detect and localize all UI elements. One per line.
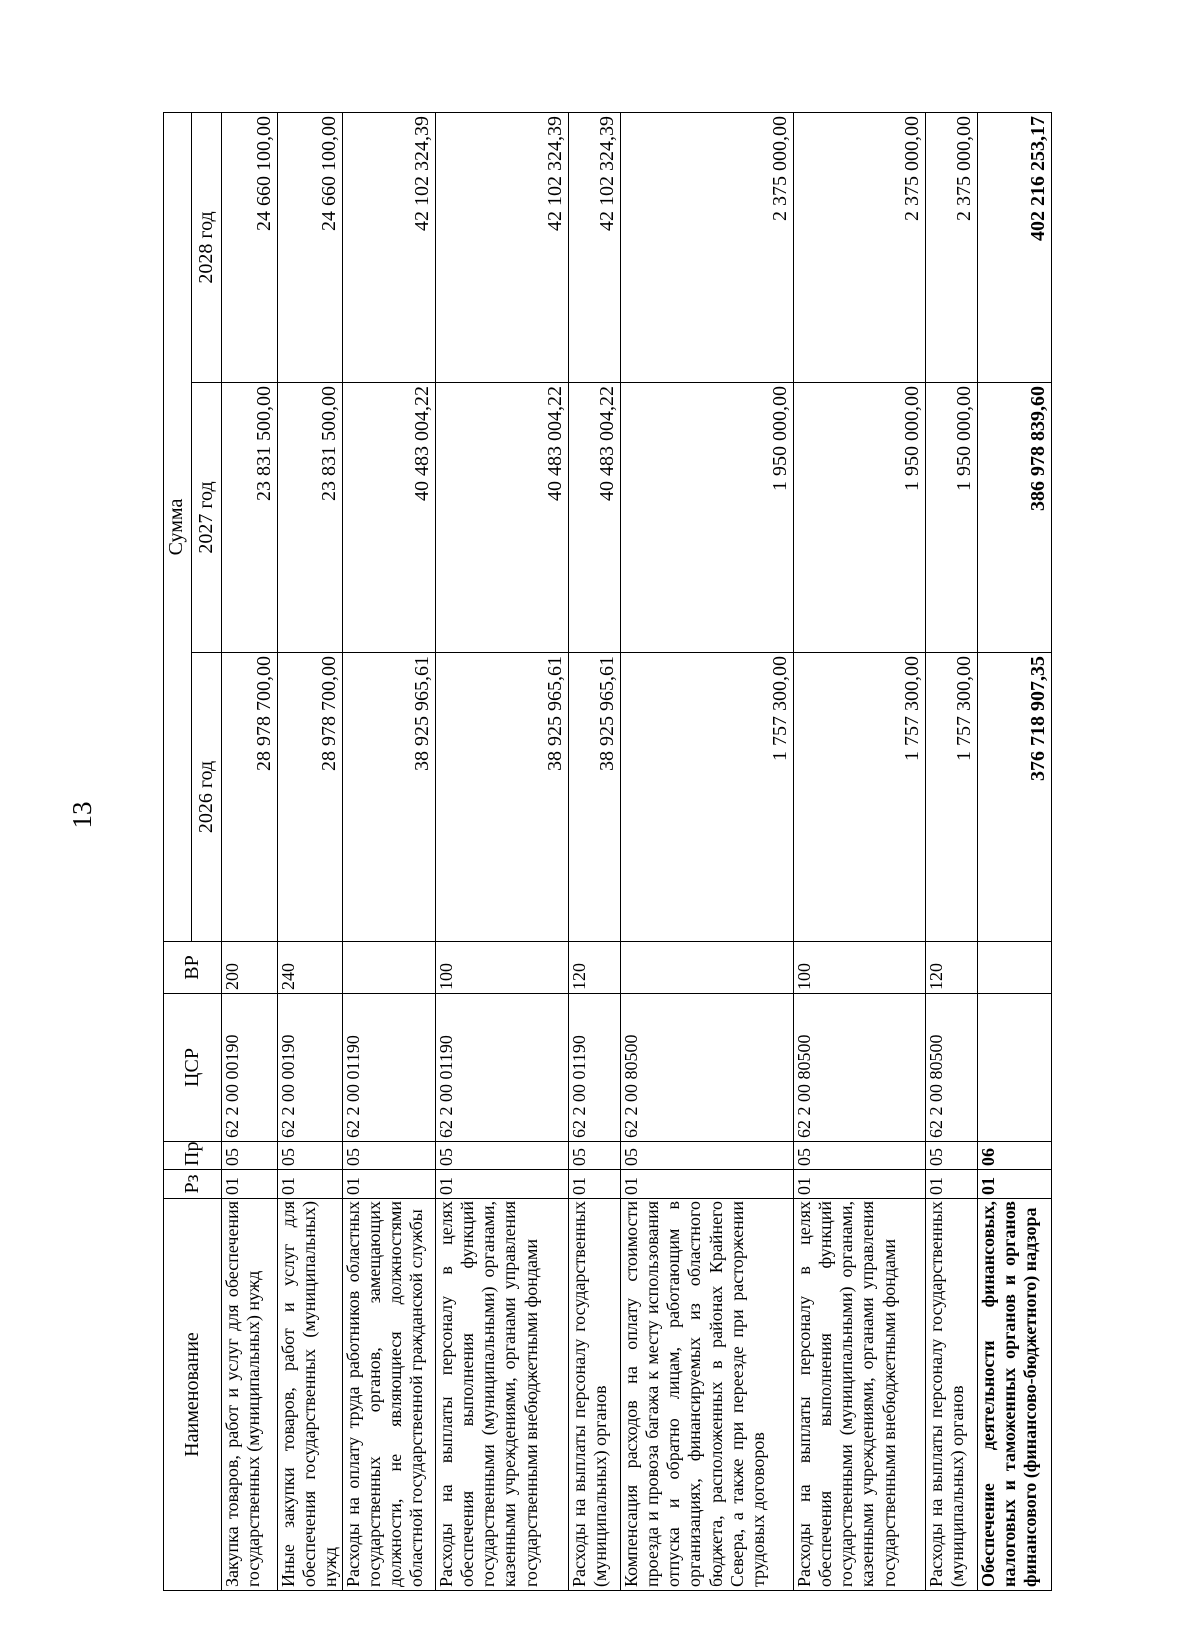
row-amount-2026: 38 925 965,61 [568, 653, 620, 942]
row-name: Расходы на оплату труда работников областных государственных органов, замещающих должности, не являющиеся должностями областной государственной гражданской службы [342, 1199, 435, 1591]
row-pr: 05 [925, 1142, 977, 1170]
row-amount-2028: 42 102 324,39 [435, 112, 568, 382]
header-rz: Рз [164, 1170, 222, 1199]
row-amount-2026: 38 925 965,61 [342, 653, 435, 942]
row-rz: 01 [435, 1170, 568, 1199]
row-amount-2028: 402 216 253,17 [977, 112, 1051, 382]
row-pr: 05 [222, 1142, 278, 1170]
header-year-2027: 2027 год [192, 383, 222, 653]
row-rz: 01 [977, 1170, 1051, 1199]
row-rz: 01 [568, 1170, 620, 1199]
row-name: Расходы на выплаты персоналу государственных (муниципальных) органов [568, 1199, 620, 1591]
row-amount-2027: 23 831 500,00 [222, 383, 278, 653]
header-year-2026: 2026 год [192, 653, 222, 942]
row-pr: 05 [342, 1142, 435, 1170]
row-vr [977, 942, 1051, 994]
row-name: Закупка товаров, работ и услуг для обеспечения государственных (муниципальных) нужд [222, 1199, 278, 1591]
table-row [620, 112, 793, 1590]
row-csr: 62 2 00 00190 [222, 994, 278, 1142]
row-name: Расходы на выплаты персоналу в целях обеспечения выполнения функций государственными (муниципальными) органами, казенными учреждениями, органами управления государственными внебюджетными фондами [435, 1199, 568, 1591]
row-rz: 01 [278, 1170, 343, 1199]
row-name: Обеспечение деятельности финансовых, налоговых и таможенных органов и органов финансового (финансово-бюджетного) надзора [977, 1199, 1051, 1591]
row-amount-2026: 28 978 700,00 [278, 653, 343, 942]
row-vr [342, 942, 435, 994]
row-amount-2026: 1 757 300,00 [793, 653, 925, 942]
table-row [925, 112, 977, 1590]
row-name: Иные закупки товаров, работ и услуг для обеспечения государственных (муниципальных) нужд [278, 1199, 343, 1591]
row-amount-2027: 1 950 000,00 [925, 383, 977, 653]
row-vr: 240 [278, 942, 343, 994]
row-amount-2028: 2 375 000,00 [620, 112, 793, 382]
row-name: Расходы на выплаты персоналу в целях обеспечения выполнения функций государственными (муниципальными) органами, казенными учреждениями, органами управления государственными внебюджетными фондами [793, 1199, 925, 1591]
row-name: Компенсация расходов на оплату стоимости проезда и провоза багажа к месту использования отпуска и обратно лицам, работающим в организациях, финансируемых из областного бюджета, расположенных в районах Крайнего Севера, а также при переезде при расторжении трудовых договоров [620, 1199, 793, 1591]
row-rz: 01 [342, 1170, 435, 1199]
row-vr: 100 [793, 942, 925, 994]
table-row [435, 112, 568, 1590]
row-pr: 05 [278, 1142, 343, 1170]
row-vr: 120 [568, 942, 620, 994]
page-number: 13 [67, 801, 97, 829]
row-amount-2026: 28 978 700,00 [222, 653, 278, 942]
row-rz: 01 [925, 1170, 977, 1199]
row-amount-2026: 376 718 907,35 [977, 653, 1051, 942]
row-amount-2027: 40 483 004,22 [435, 383, 568, 653]
row-amount-2027: 1 950 000,00 [620, 383, 793, 653]
row-amount-2027: 23 831 500,00 [278, 383, 343, 653]
row-amount-2026: 1 757 300,00 [925, 653, 977, 942]
row-amount-2027: 40 483 004,22 [342, 383, 435, 653]
row-amount-2028: 42 102 324,39 [568, 112, 620, 382]
row-csr: 62 2 00 00190 [278, 994, 343, 1142]
row-amount-2027: 386 978 839,60 [977, 383, 1051, 653]
table-row [793, 112, 925, 1590]
header-year-2028: 2028 год [192, 112, 222, 382]
table-row [568, 112, 620, 1590]
row-amount-2027: 1 950 000,00 [793, 383, 925, 653]
row-vr [620, 942, 793, 994]
row-amount-2026: 1 757 300,00 [620, 653, 793, 942]
table-row [342, 112, 435, 1590]
row-pr: 05 [620, 1142, 793, 1170]
rotated-table-container [163, 113, 1050, 1591]
row-csr: 62 2 00 01190 [342, 994, 435, 1142]
table-body [222, 112, 1052, 1590]
row-pr: 05 [568, 1142, 620, 1170]
row-amount-2028: 42 102 324,39 [342, 112, 435, 382]
row-csr: 62 2 00 01190 [435, 994, 568, 1142]
row-vr: 200 [222, 942, 278, 994]
row-rz: 01 [620, 1170, 793, 1199]
row-csr [977, 994, 1051, 1142]
row-csr: 62 2 00 80500 [925, 994, 977, 1142]
row-csr: 62 2 00 80500 [620, 994, 793, 1142]
row-pr: 05 [793, 1142, 925, 1170]
row-amount-2027: 40 483 004,22 [568, 383, 620, 653]
row-name: Расходы на выплаты персоналу государственных (муниципальных) органов [925, 1199, 977, 1591]
header-vr: ВР [164, 942, 222, 994]
row-csr: 62 2 00 80500 [793, 994, 925, 1142]
row-amount-2028: 2 375 000,00 [925, 112, 977, 382]
row-amount-2028: 24 660 100,00 [278, 112, 343, 382]
header-name: Наименование [164, 1199, 222, 1591]
header-sum: Сумма [164, 112, 192, 941]
row-pr: 05 [435, 1142, 568, 1170]
table-row [977, 112, 1051, 1590]
row-csr: 62 2 00 01190 [568, 994, 620, 1142]
budget-table [163, 112, 1052, 1591]
row-amount-2028: 2 375 000,00 [793, 112, 925, 382]
table-row [222, 112, 278, 1590]
row-rz: 01 [793, 1170, 925, 1199]
header-pr: Пр [164, 1142, 222, 1170]
row-pr: 06 [977, 1142, 1051, 1170]
header-csr: ЦСР [164, 994, 222, 1142]
row-amount-2028: 24 660 100,00 [222, 112, 278, 382]
row-amount-2026: 38 925 965,61 [435, 653, 568, 942]
table-row [278, 112, 343, 1590]
row-vr: 120 [925, 942, 977, 994]
row-vr: 100 [435, 942, 568, 994]
row-rz: 01 [222, 1170, 278, 1199]
